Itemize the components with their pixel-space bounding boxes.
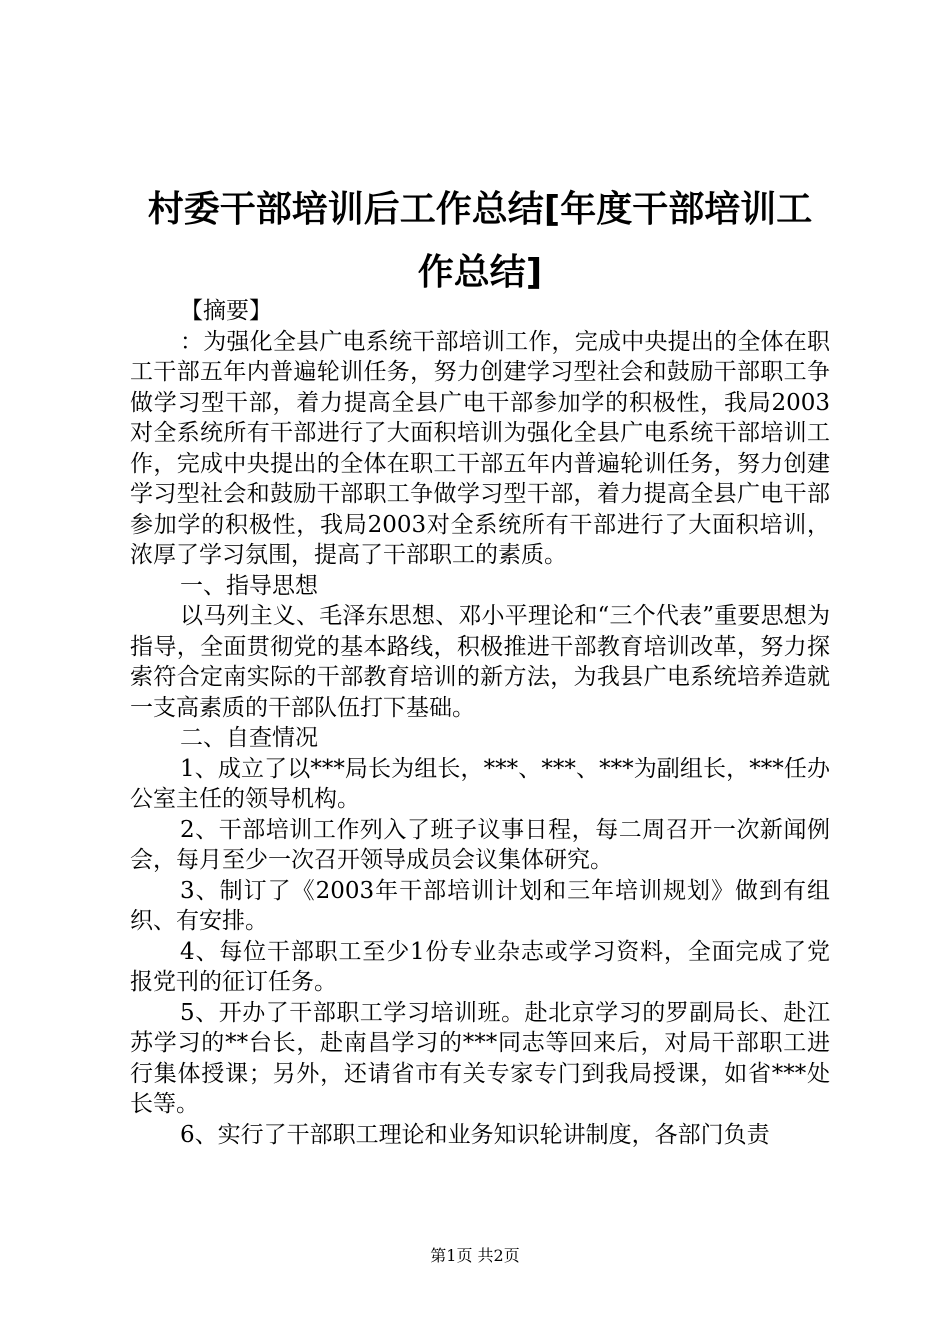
list-item-1: 1、成立了以***局长为组长，***、***、***为副组长，***任办公室主任的领导机构。 <box>130 755 830 812</box>
section-heading-guiding-thought: 一、指导思想 <box>180 572 318 599</box>
list-item-2: 2、干部培训工作列入了班子议事日程，每二周召开一次新闻例会，每月至少一次召开领导成员会议集体研究。 <box>130 816 830 873</box>
paragraph-abstract: ：为强化全县广电系统干部培训工作，完成中央提出的全体在职工干部五年内普遍轮训任务，努力创建学习型社会和鼓励干部职工争做学习型干部，着力提高全县广电干部参加学的积极性，我局2003对全系统所有干部进行了大面积培训为强化全县广电系统干部培训工作，完成中央提出的全体在职工干部五年内普遍轮训任务，努力创建学习型社会和鼓励干部职工争做学习型干部，着力提高全县广电干部参加学的积极性，我局2003对全系统所有干部进行了大面积培训，浓厚了学习氛围，提高了干部职工的素质。 <box>130 328 830 568</box>
document-title: 村委干部培训后工作总结[年度干部培训工作总结] <box>147 189 813 293</box>
list-item-4: 4、每位干部职工至少1份专业杂志或学习资料，全面完成了党报党刊的征订任务。 <box>130 938 830 995</box>
abstract-label: 【摘要】 <box>180 298 272 324</box>
paragraph-guiding-thought: 以马列主义、毛泽东思想、邓小平理论和“三个代表”重要思想为指导，全面贯彻党的基本路线，积极推进干部教育培训改革，努力探索符合定南实际的干部教育培训的新方法，为我县广电系统培养造就一支高素质的干部队伍打下基础。 <box>130 603 830 721</box>
page-footer: 第1页 共2页 <box>430 1246 520 1265</box>
list-item-6: 6、实行了干部职工理论和业务知识轮讲制度，各部门负责 <box>180 1121 770 1148</box>
document-body <box>130 296 830 1150</box>
list-item-5: 5、开办了干部职工学习培训班。赴北京学习的罗副局长、赴江苏学习的**台长，赴南昌学习的***同志等回来后，对局干部职工进行集体授课；另外，还请省市有关专家专门到我局授课，如省***处长等。 <box>130 999 830 1117</box>
list-item-3: 3、制订了《2003年干部培训计划和三年培训规划》做到有组织、有安排。 <box>130 877 830 934</box>
section-heading-self-check: 二、自查情况 <box>180 725 318 751</box>
